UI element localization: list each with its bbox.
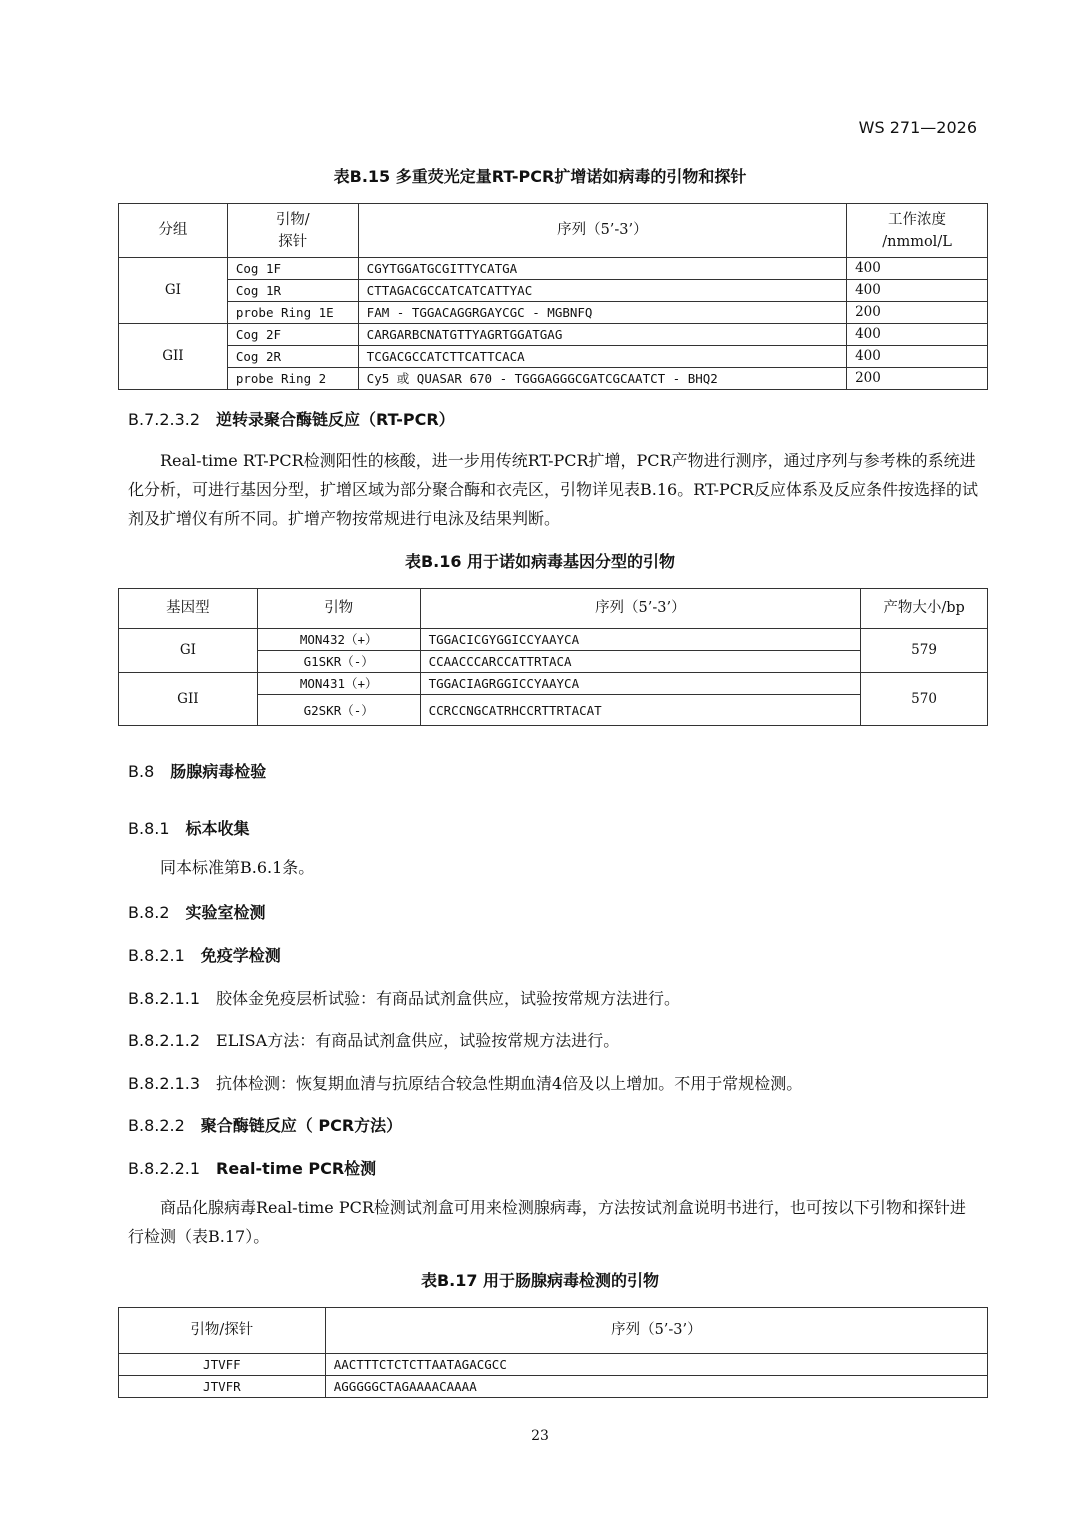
section-heading-b7232	[128, 407, 455, 430]
table-row	[119, 1354, 988, 1376]
section-number: B.8.2.1	[128, 946, 185, 965]
section-title: 标本收集	[185, 819, 250, 838]
concentration-header-text: 工作浓度 /nmmol/L	[882, 211, 952, 250]
section-number: B.8.2	[128, 903, 170, 922]
primer-cell: Cog 1F	[227, 258, 358, 280]
section-number: B.8.2.2.1	[128, 1159, 201, 1178]
col-primer-header	[227, 204, 358, 258]
group-cell: GI	[119, 258, 228, 324]
section-title: 逆转录聚合酶链反应（RT-PCR）	[216, 410, 455, 429]
sequence-cell: CCAACCCARCCATTRTACA	[420, 651, 861, 673]
sequence-cell: TCGACGCCATCTTCATTCACA	[358, 346, 846, 368]
table-row	[119, 324, 988, 346]
section-heading-b82	[128, 900, 266, 923]
table-row	[119, 629, 988, 651]
section-number: B.8.2.1.3	[128, 1074, 201, 1093]
col-genotype-header: 基因型	[119, 589, 258, 629]
primer-cell: G2SKR（-）	[257, 695, 420, 726]
table-b15	[118, 203, 988, 390]
section-number: B.8.2.1.2	[128, 1031, 201, 1050]
table-b17	[118, 1307, 988, 1398]
table-row	[119, 673, 988, 695]
paragraph-rt-pcr	[128, 446, 980, 533]
primer-cell: G1SKR（-）	[257, 651, 420, 673]
section-number: B.8.1	[128, 819, 170, 838]
section-number: B.8	[128, 762, 155, 781]
table-b15-caption: 表B.15 多重荧光定量RT-PCR扩增诺如病毒的引物和探针	[333, 167, 747, 186]
section-text: 胶体金免疫层析试验：有商品试剂盒供应，试验按常规方法进行。	[216, 989, 681, 1008]
section-title: 肠腺病毒检验	[170, 762, 267, 781]
primer-header-text: 引物/ 探针	[275, 211, 310, 250]
section-text: ELISA方法：有商品试剂盒供应，试验按常规方法进行。	[216, 1031, 620, 1050]
primer-cell: probe Ring 1E	[227, 302, 358, 324]
section-heading-b821	[128, 943, 281, 966]
primer-cell: Cog 1R	[227, 280, 358, 302]
genotype-cell: GII	[119, 673, 258, 726]
paragraph-text: 商品化腺病毒Real-time PCR检测试剂盒可用来检测腺病毒，方法按试剂盒说明书进行，也可按以下引物和探针进行检测（表B.17）。	[128, 1198, 966, 1246]
document-code: WS 271—2026	[858, 118, 977, 137]
table-b16-caption: 表B.16 用于诺如病毒基因分型的引物	[404, 552, 676, 571]
sequence-cell: AACTTTCTCTCTTAATAGACGCC	[325, 1354, 987, 1376]
table-row	[119, 346, 988, 368]
col-group-header: 分组	[119, 204, 228, 258]
col-sequence-header: 序列（5’-3’）	[358, 204, 846, 258]
table-row	[119, 280, 988, 302]
sequence-cell: TGGACICGYGGICCYAAYCA	[420, 629, 861, 651]
section-b8212	[128, 1028, 619, 1051]
paragraph-text: 同本标准第B.6.1条。	[160, 858, 315, 877]
sequence-cell: Cy5 或 QUASAR 670 - TGGGAGGGCGATCGCAATCT - BHQ2	[358, 368, 846, 390]
primer-cell: MON431（+）	[257, 673, 420, 695]
section-b8211	[128, 986, 680, 1009]
group-cell: GII	[119, 324, 228, 390]
primer-cell: probe Ring 2	[227, 368, 358, 390]
section-heading-b81	[128, 816, 250, 839]
primer-cell: JTVFR	[119, 1376, 326, 1398]
col-concentration-header	[847, 204, 988, 258]
section-heading-b8	[128, 759, 266, 782]
col-primer-header: 引物	[257, 589, 420, 629]
table-row	[119, 1376, 988, 1398]
col-primer-header: 引物/探针	[119, 1308, 326, 1354]
col-sequence-header: 序列（5’-3’）	[420, 589, 861, 629]
sequence-cell: CTTAGACGCCATCATCATTYAC	[358, 280, 846, 302]
section-b8213	[128, 1071, 802, 1094]
section-title: 免疫学检测	[200, 946, 281, 965]
page-number: 23	[531, 1428, 549, 1444]
primer-cell: MON432（+）	[257, 629, 420, 651]
section-text: 抗体检测：恢复期血清与抗原结合较急性期血清4倍及以上增加。不用于常规检测。	[216, 1074, 803, 1093]
concentration-cell: 400	[847, 258, 988, 280]
table-row	[119, 302, 988, 324]
concentration-cell: 200	[847, 302, 988, 324]
genotype-cell: GI	[119, 629, 258, 673]
concentration-cell: 400	[847, 346, 988, 368]
table-row	[119, 258, 988, 280]
col-sequence-header: 序列（5’-3’）	[325, 1308, 987, 1354]
sequence-cell: FAM - TGGACAGGRGAYCGC - MGBNFQ	[358, 302, 846, 324]
paragraph-specimen	[128, 853, 980, 882]
col-size-header: 产物大小/bp	[861, 589, 988, 629]
section-heading-b8221	[128, 1156, 376, 1179]
paragraph-text: Real-time RT-PCR检测阳性的核酸，进一步用传统RT-PCR扩增，PCR产物进行测序，通过序列与参考株的系统进化分析，可进行基因分型，扩增区域为部分聚合酶和衣壳区，引物详见表B.16。RT-PCR反应体系及反应条件按选择的试剂及扩增仪有所不同。扩增产物按常规进行电泳及结果判断。	[128, 451, 979, 528]
paragraph-adenovirus-pcr	[128, 1193, 980, 1251]
primer-cell: Cog 2R	[227, 346, 358, 368]
primer-cell: JTVFF	[119, 1354, 326, 1376]
concentration-cell: 400	[847, 280, 988, 302]
sequence-cell: TGGACIAGRGGICCYAAYCA	[420, 673, 861, 695]
size-cell: 570	[861, 673, 988, 726]
sequence-cell: CCRCCNGCATRHCCRTTRTACAT	[420, 695, 861, 726]
table-row	[119, 368, 988, 390]
table-b16	[118, 588, 988, 726]
sequence-cell: AGGGGGCTAGAAAACAAAA	[325, 1376, 987, 1398]
section-number: B.7.2.3.2	[128, 410, 201, 429]
section-heading-b822	[128, 1113, 402, 1136]
sequence-cell: CGYTGGATGCGITTYCATGA	[358, 258, 846, 280]
section-number: B.8.2.2	[128, 1116, 185, 1135]
primer-cell: Cog 2F	[227, 324, 358, 346]
section-title: 实验室检测	[185, 903, 266, 922]
concentration-cell: 200	[847, 368, 988, 390]
size-cell: 579	[861, 629, 988, 673]
table-b17-caption: 表B.17 用于肠腺病毒检测的引物	[420, 1271, 660, 1290]
sequence-cell: CARGARBCNATGTTYAGRTGGATGAG	[358, 324, 846, 346]
section-title: 聚合酶链反应（ PCR方法）	[200, 1116, 403, 1135]
section-number: B.8.2.1.1	[128, 989, 201, 1008]
section-title: Real-time PCR检测	[216, 1159, 377, 1178]
concentration-cell: 400	[847, 324, 988, 346]
